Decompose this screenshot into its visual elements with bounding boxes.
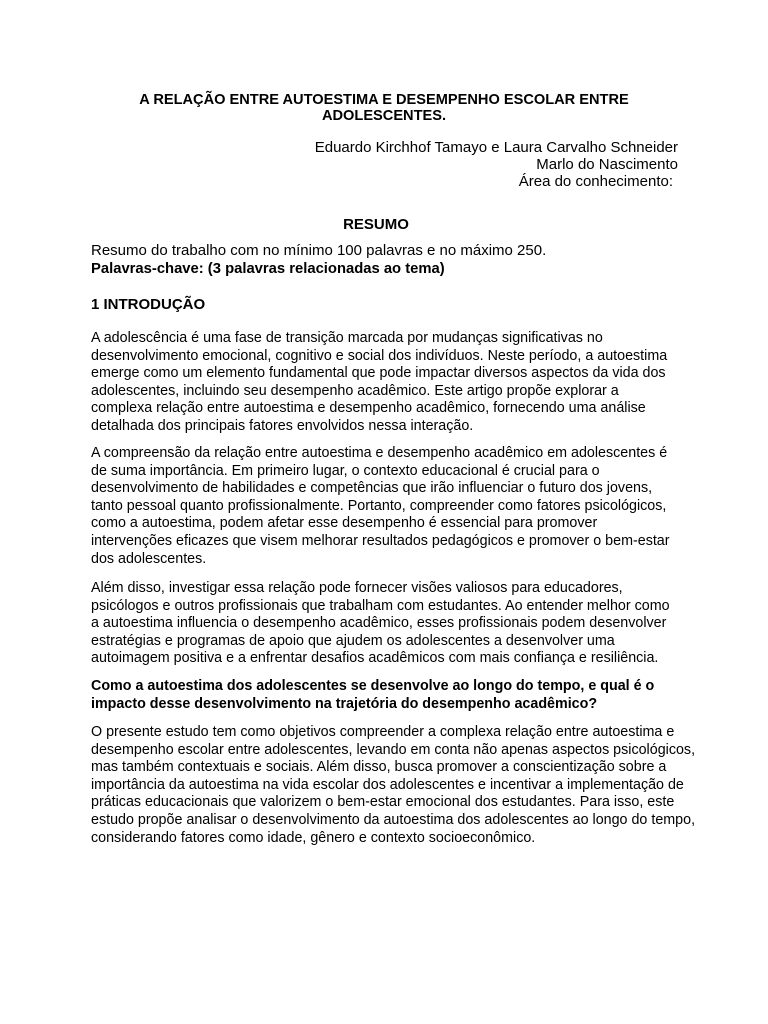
paragraph-line: desenvolvimento de habilidades e competências que irão influenciar o futuro dos jovens, [91,480,653,497]
paragraph-line: a autoestima influencia o desempenho acadêmico, esses profissionais podem desenvolver [91,615,667,632]
paragraph-line: psicólogos e outros profissionais que trabalham com estudantes. Ao entender melhor como [91,597,670,614]
title-line: ADOLESCENTES. [321,108,447,124]
paragraph-line: detalhada dos principais fatores envolvidos nessa interação. [91,417,474,434]
research-question-line: impacto desse desenvolvimento na trajetória do desempenho acadêmico? [91,695,598,712]
paragraph-line: autoimagem positiva e a enfrentar desafios acadêmicos com mais confiança e resiliência. [91,650,659,667]
paragraph [91,580,670,668]
paragraph-line: intervenções eficazes que visem melhorar resultados pedagógicos e promover o bem-estar [91,532,670,549]
paragraph-line: O presente estudo tem como objetivos compreender a complexa relação entre autoestima e [91,724,675,740]
paragraph-line: adolescentes, incluindo seu desempenho acadêmico. Este artigo propõe explorar a [91,382,619,399]
paragraph-line: Além disso, investigar essa relação pode fornecer visões valiosos para educadores, [91,580,623,596]
author-names: Eduardo Kirchhof Tamayo e Laura Carvalho Schneider [314,139,678,156]
paragraph-line: estratégias e programas de apoio que ajudem os adolescentes a desenvolver uma [91,632,615,649]
paragraph-line: A adolescência é uma fase de transição marcada por mudanças significativas no [91,330,603,346]
research-question-line: Como a autoestima dos adolescentes se desenvolve ao longo do tempo, e qual é o [91,678,655,694]
paragraph [91,724,695,847]
paragraph-line: desenvolvimento emocional, cognitivo e social dos indivíduos. Neste período, a autoestima [91,347,668,364]
paragraph [91,330,667,436]
keywords: Palavras-chave: (3 palavras relacionadas ao tema) [91,261,445,277]
document-title [0,92,768,124]
advisor-name: Marlo do Nascimento [536,156,678,173]
paragraph-line: desempenho escolar entre adolescentes, levando em conta não apenas aspectos psicológicos, [91,741,696,758]
abstract-block [91,241,546,279]
paragraph-line: importância da autoestima na vida escolar dos adolescentes e incentivar a implementação de [91,776,684,793]
authors-block [315,139,678,190]
section-heading-introduction: 1 INTRODUÇÃO [91,296,206,313]
paragraph-line: A compreensão da relação entre autoestima e desempenho acadêmico em adolescentes é [91,445,668,461]
paragraph-line: considerando fatores como idade, gênero e contexto socioeconômico. [91,829,536,846]
paragraph [91,445,670,568]
paragraph-line: tanto pessoal quanto profissionalmente. Portanto, compreender como fatores psicológicos, [91,497,667,514]
paragraph-line: como a autoestima, podem afetar esse desempenho é essencial para promover [91,515,598,532]
research-question [91,678,654,713]
paragraph-line: dos adolescentes. [91,550,207,567]
knowledge-area-label: Área do conhecimento: [518,173,673,190]
title-line: A RELAÇÃO ENTRE AUTOESTIMA E DESEMPENHO ESCOLAR ENTRE [139,92,629,108]
abstract-heading: RESUMO [343,216,409,233]
paragraph-line: de suma importância. Em primeiro lugar, o contexto educacional é crucial para o [91,462,600,479]
paragraph-line: emerge como um elemento fundamental que pode impactar diversos aspectos da vida dos [91,365,666,382]
paragraph-line: mas também contextuais e sociais. Além disso, busca promover a conscientização sobre a [91,759,667,776]
abstract-text: Resumo do trabalho com no mínimo 100 palavras e no máximo 250. [91,242,547,259]
paragraph-line: práticas educacionais que valorizem o bem-estar emocional dos estudantes. Para isso, este [91,794,675,811]
paragraph-line: complexa relação entre autoestima e desempenho acadêmico, fornecendo uma análise [91,400,646,417]
paragraph-line: estudo propõe analisar o desenvolvimento da autoestima dos adolescentes ao longo do tempo, [91,811,696,828]
